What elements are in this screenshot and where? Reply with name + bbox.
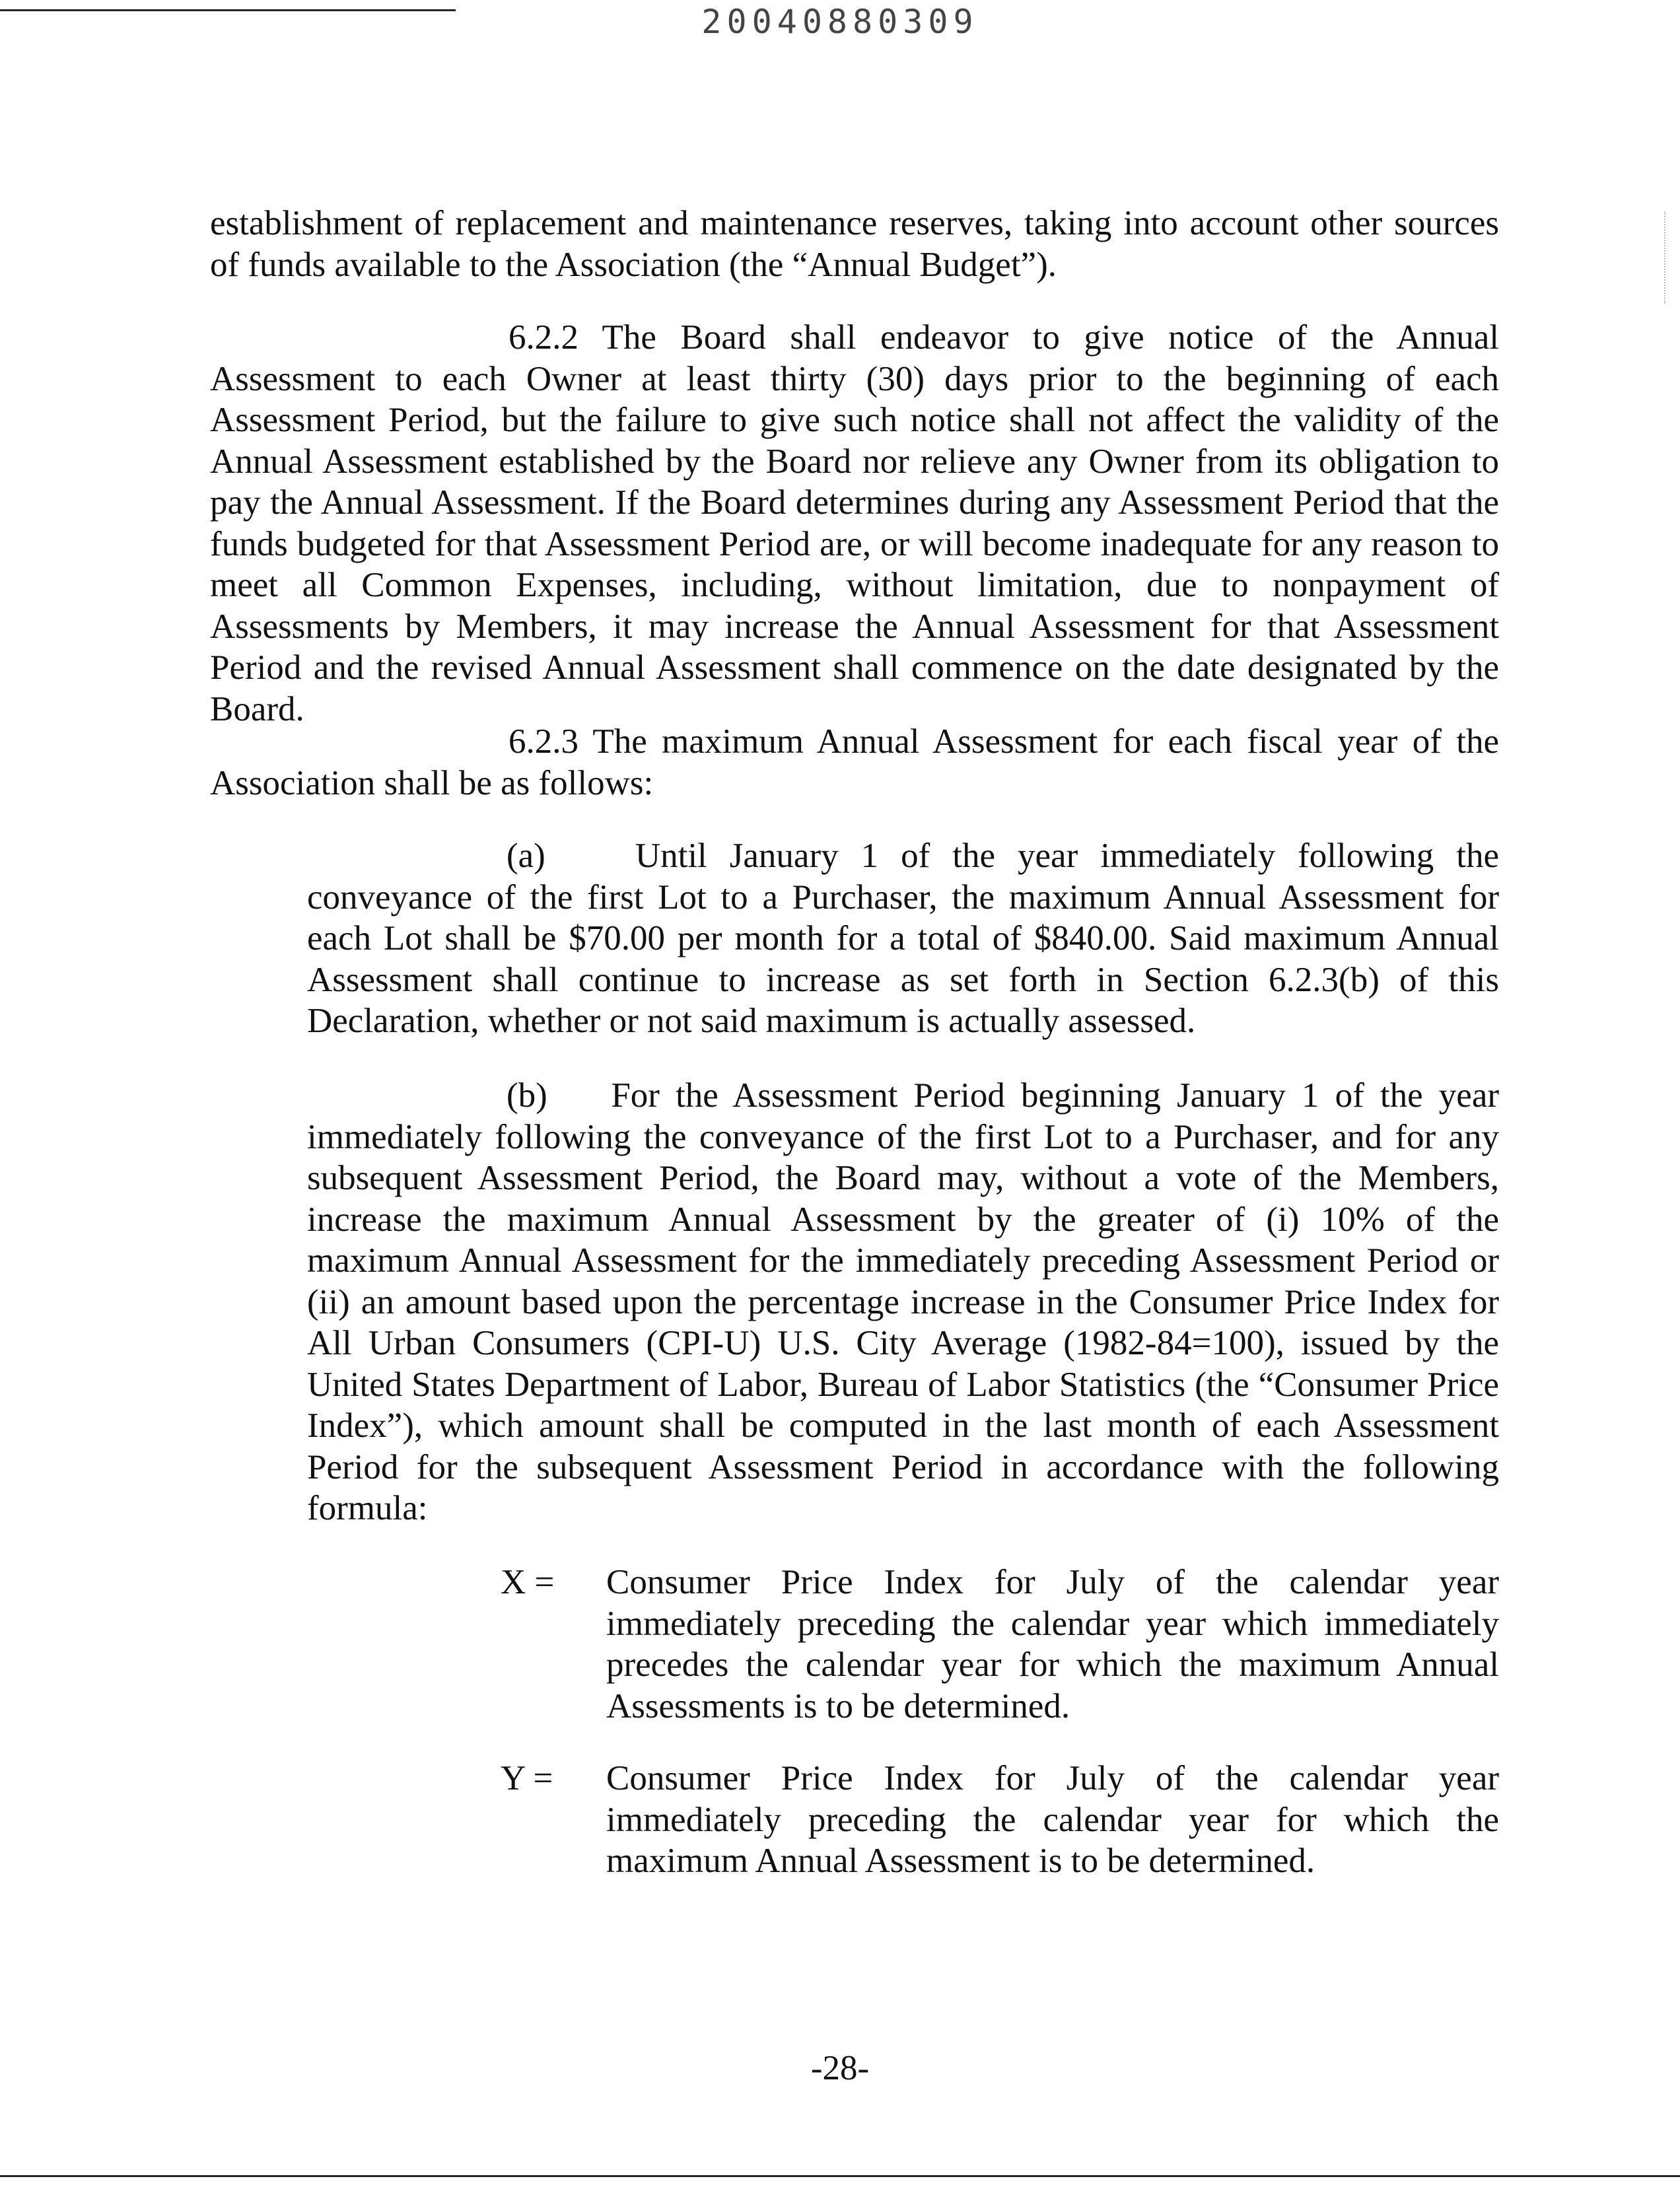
section-6-2-3: 6.2.3 The maximum Annual Assessment for each fiscal year of the Association shall be as follows: [210,722,1499,802]
section-6-2-2: 6.2.2 The Board shall endeavor to give notice of the Annual Assessment to each Owner at least thirty (30) days prior to the beginning of each Assessment Period, but the failure to give such notice shall not affect the validity of the Annual Assessment established by the Board nor relieve any Owner from its obligation to pay the Annual Assessment. If the Board determines during any Assessment Period that the funds budgeted for that Assessment Period are, or will become inadequate for any reason to meet all Common Expenses, including, without limitation, due to nonpayment of Assessments by Members, it may increase the Annual Assessment for that Assessment Period and the revised Annual Assessment shall commence on the date designated by the Board. [210,318,1499,728]
formula-y-label: Y = [501,1759,553,1797]
subsection-a: (a) Until January 1 of the year immediately following the conveyance of the first Lot to a Purchaser, the maximum Annual Assessment for each Lot shall be $70.00 per month for a total of $840.00. Said maximum Annual Assessment shall continue to increase as set forth in Section 6.2.3(b) of this Declaration, whether or not said maximum is actually assessed. [307,837,1508,1040]
subsection-b: (b) For the Assessment Period beginning January 1 of the year immediately following the conveyance of the first Lot to a Purchaser, and for any subsequent Assessment Period, the Board may, without a vote of the Members, increase the maximum Annual Assessment by the greater of (i) 10% of the maximum Annual Assessment for the immediately preceding Assessment Period or (ii) an amount based upon the percentage increase in the Consumer Price Index for All Urban Consumers (CPI-U) U.S. City Average (1982-84=100), issued by the United States Department of Labor, Bureau of Labor Statistics (the “Consumer Price Index”), which amount shall be computed in the last month of each Assessment Period for the subsequent Assessment Period in accordance with the following formula: [307,1076,1508,1527]
formula-x-label: X = [501,1563,555,1601]
document-number: 20040880309 [701,3,979,41]
formula-x-text: Consumer Price Index for July of the calendar year immediately preceding the calendar year which immediately precedes the calendar year for which the maximum Annual Assessments is to be determined. [606,1563,1499,1725]
bottom-border-rule [0,2175,1680,2177]
scan-edge-marks [1664,211,1667,304]
formula-y-text: Consumer Price Index for July of the calendar year immediately preceding the calendar year for which the maximum Annual Assessment is to be determined. [606,1759,1499,1880]
paragraph-intro: establishment of replacement and maintenance reserves, taking into account other sources of funds available to the Association (the “Annual Budget”). [210,204,1499,284]
page-number: -28- [810,2049,870,2087]
